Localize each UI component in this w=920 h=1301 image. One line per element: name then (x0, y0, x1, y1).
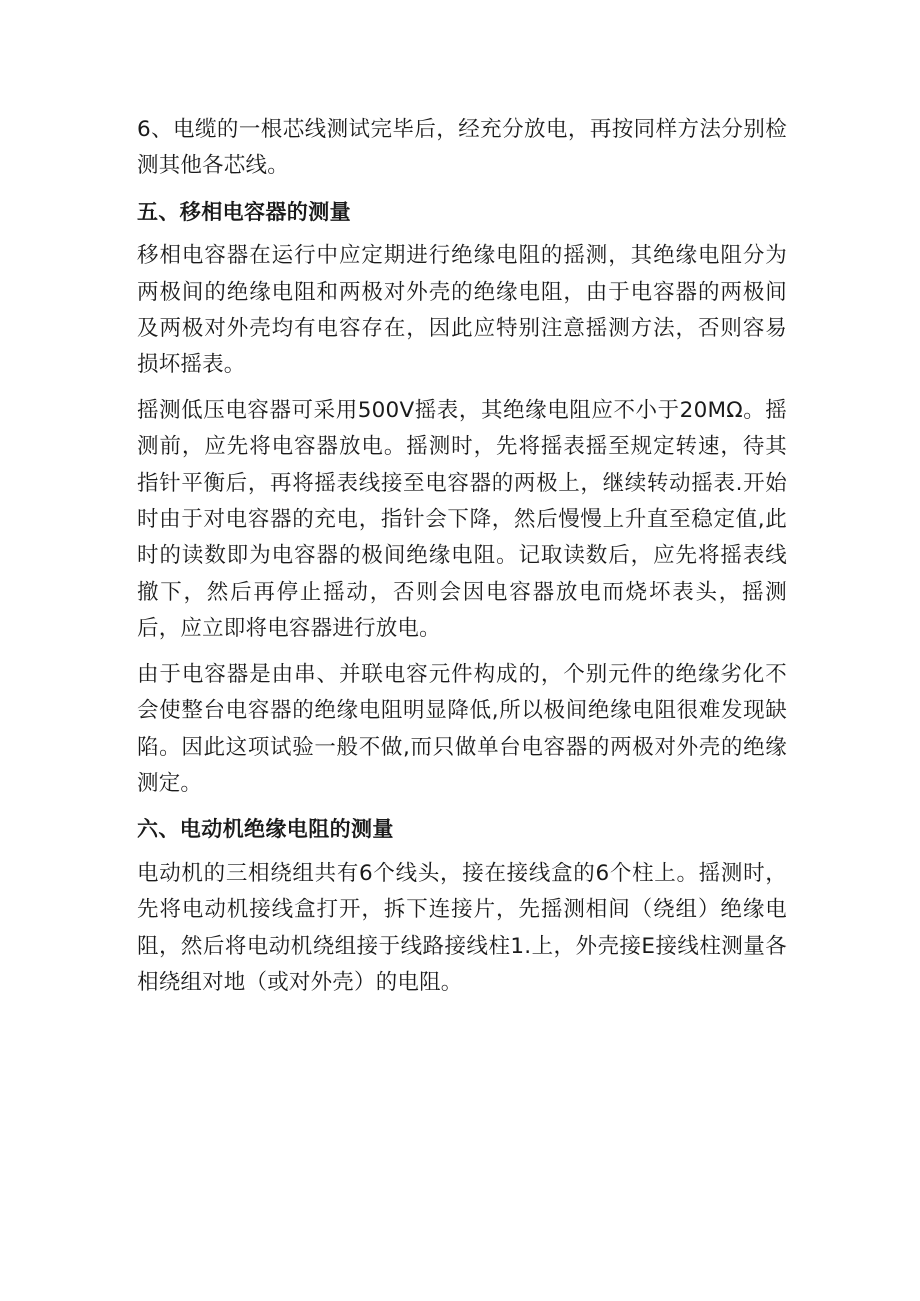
document-page (137, 112, 787, 1010)
section-heading-motor: 六、电动机绝缘电阻的测量 (137, 817, 394, 842)
paragraph-capacitor-intro: 移相电容器在运行中应定期进行绝缘电阻的摇测，其绝缘电阻分为两极间的绝缘电阻和两极对外壳的绝缘电阻，由于电容器的两极间及两极对外壳均有电容存在，因此应特别注意摇测方法，否则容易损坏摇表。 (137, 243, 787, 378)
paragraph-capacitor-note: 由于电容器是由串、并联电容元件构成的，个别元件的绝缘劣化不会使整台电容器的绝缘电阻明显降低,所以极间绝缘电阻很难发现缺陷。因此这项试验一般不做,而只做单台电容器的两极对外壳的绝缘测定。 (137, 661, 787, 796)
paragraph-capacitor-procedure: 摇测低压电容器可采用500V摇表，其绝缘电阻应不小于20MΩ。摇测前，应先将电容器放电。摇测时，先将摇表摇至规定转速，待其指针平衡后，再将摇表线接至电容器的两极上，继续转动摇表.开始时由于对电容器的充电，指针会下降，然后慢慢上升直至稳定值,此时的读数即为电容器的极间绝缘电阻。记取读数后，应先将摇表线撤下，然后再停止摇动，否则会因电容器放电而烧坏表头，摇测后，应立即将电容器进行放电。 (137, 397, 787, 642)
section-heading-capacitor: 五、移相电容器的测量 (137, 199, 351, 224)
paragraph-motor-procedure: 电动机的三相绕组共有6个线头，接在接线盒的6个柱上。摇测时，先将电动机接线盒打开，拆下连接片，先摇测相间（绕组）绝缘电阻，然后将电动机绕组接于线路接线柱1.上，外壳接E接线柱测量各相绕组对地（或对外壳）的电阻。 (137, 860, 787, 995)
paragraph-cable-core-test: 6、电缆的一根芯线测试完毕后，经充分放电，再按同样方法分别检测其他各芯线。 (137, 117, 787, 179)
